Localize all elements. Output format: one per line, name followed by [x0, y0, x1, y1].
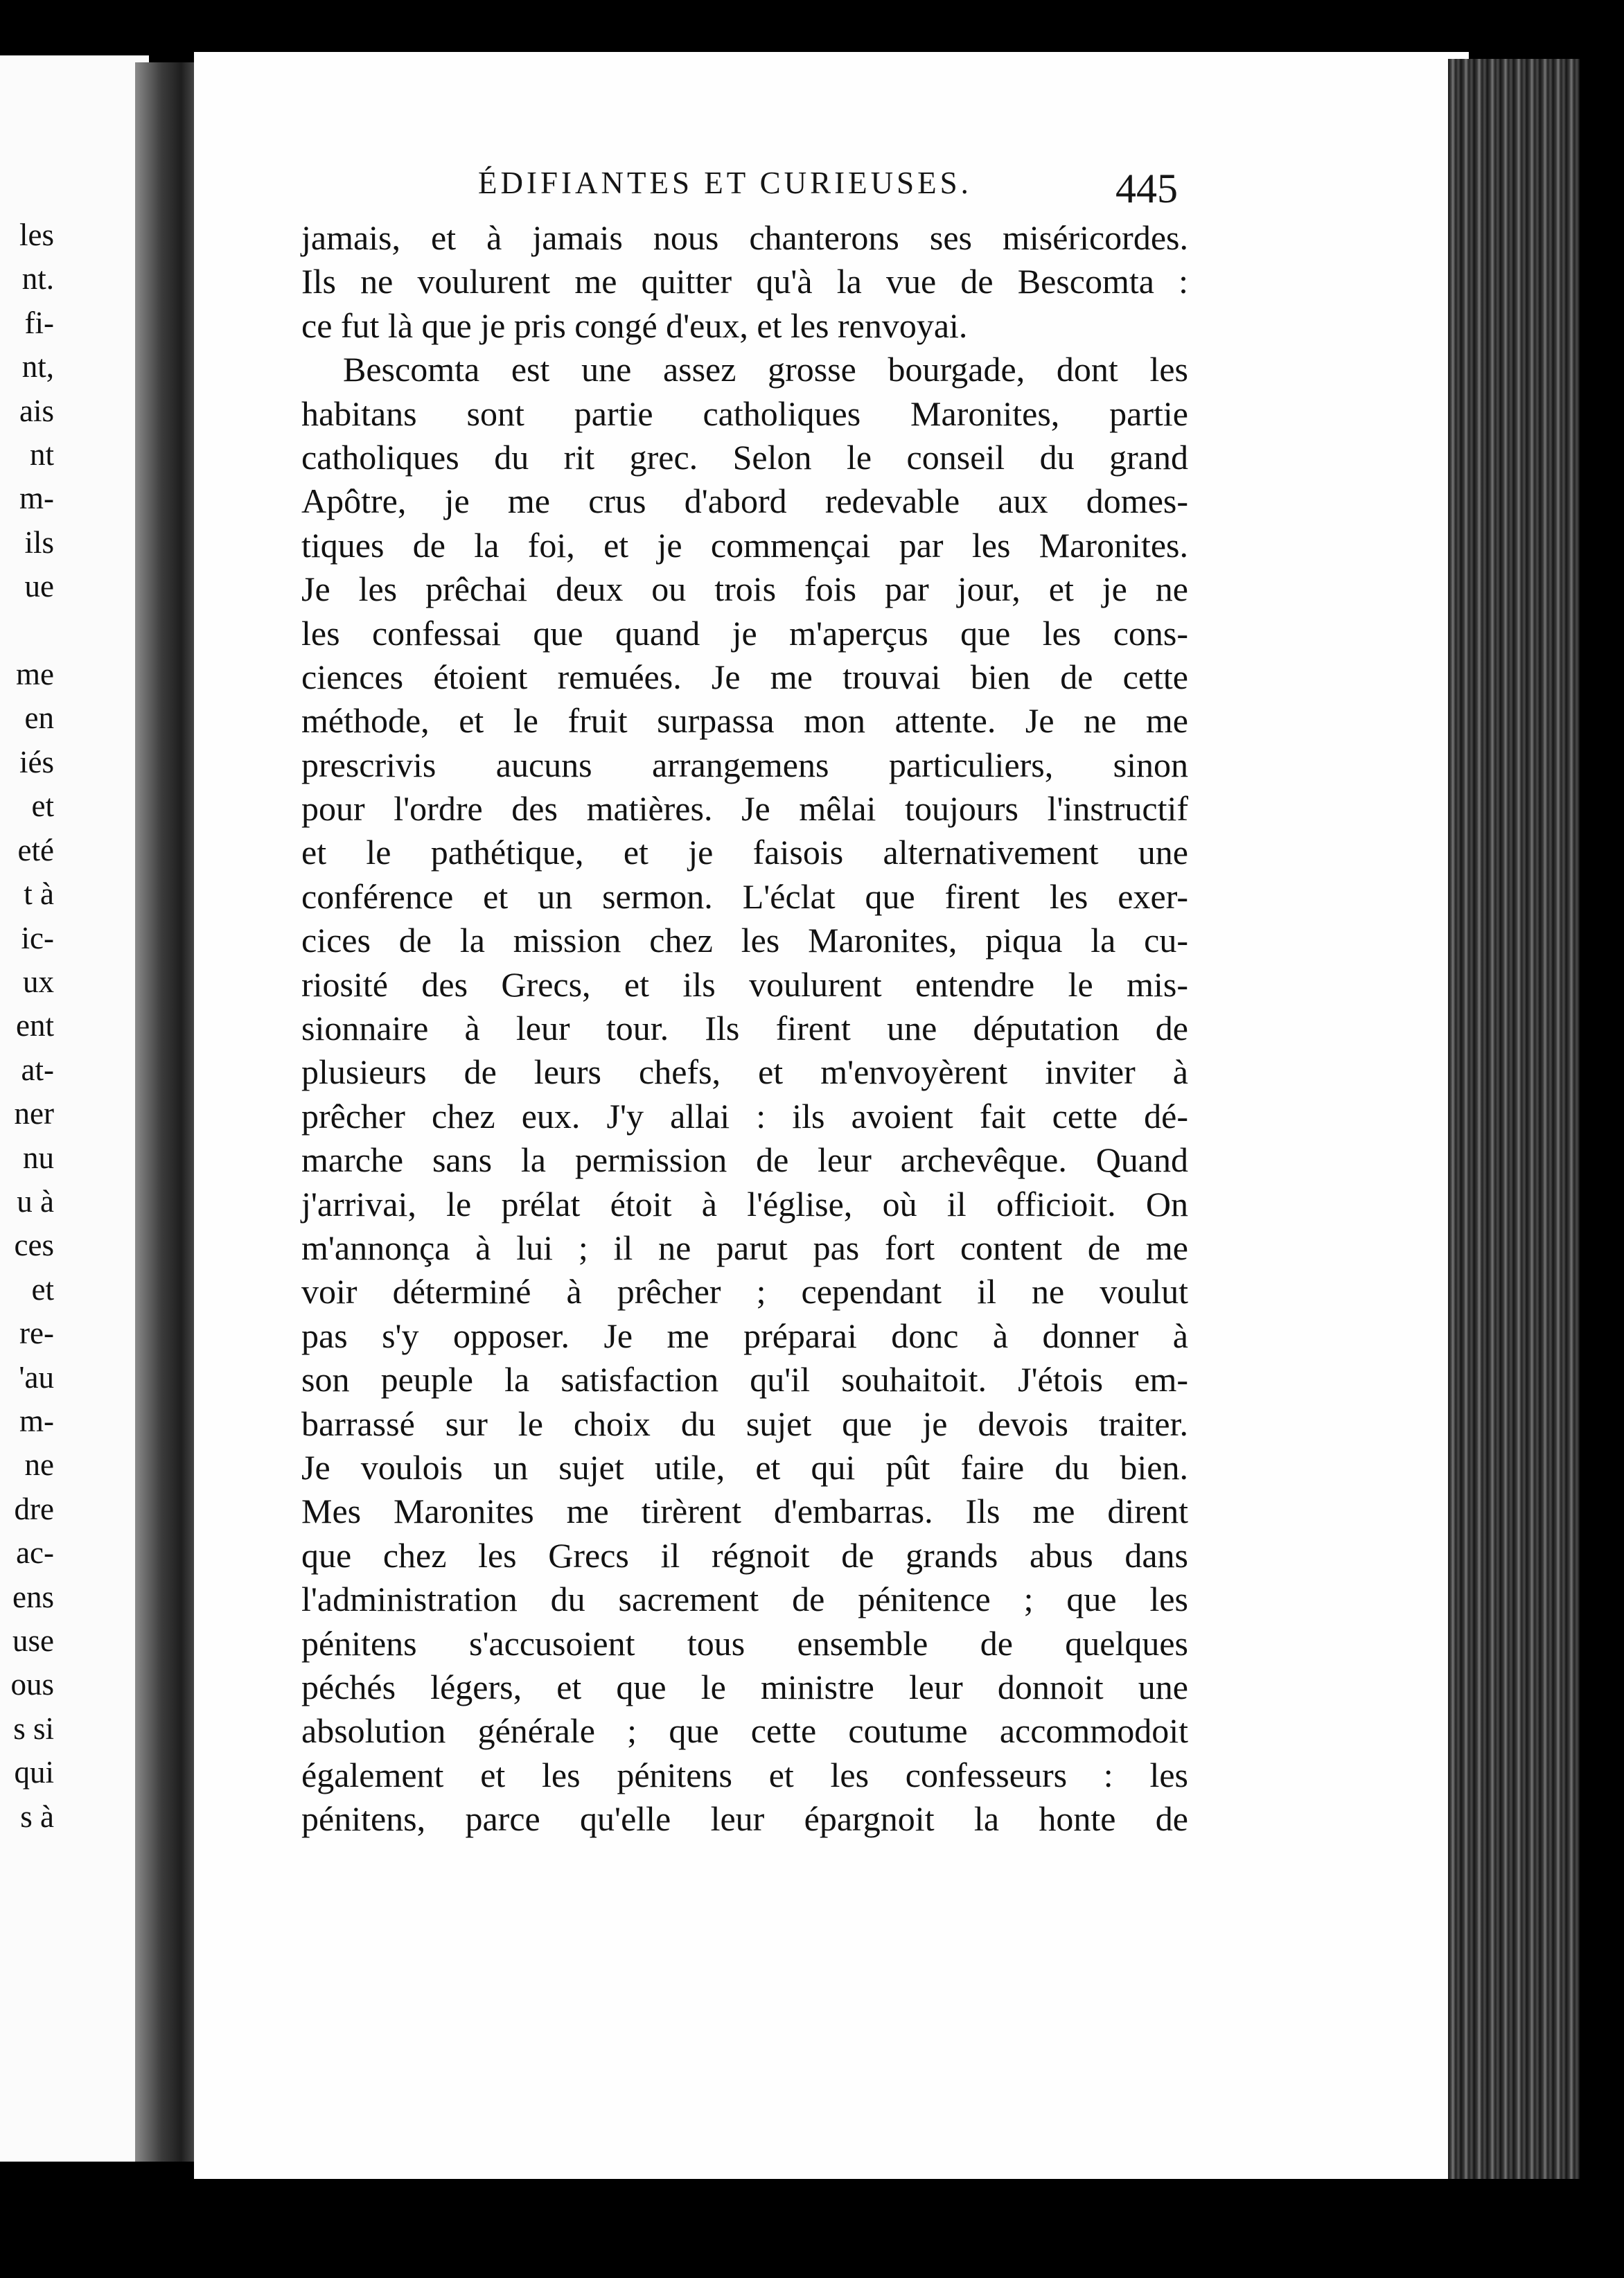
text-line: péchés légers, et que le ministre leur donnoit une — [301, 1667, 1188, 1706]
previous-page-fragment: re- — [19, 1316, 54, 1351]
previous-page-fragment: ces — [14, 1228, 54, 1263]
text-line: Mes Maronites me tirèrent d'embarras. Ils me dirent — [301, 1492, 1188, 1531]
text-line: Ils ne voulurent me quitter qu'à la vue de Bescomta : — [301, 262, 1188, 301]
previous-page-fragment: me — [16, 657, 54, 692]
text-line: pénitens, parce qu'elle leur épargnoit la honte de — [301, 1799, 1188, 1839]
text-line: j'arrivai, le prélat étoit à l'église, où il officioit. On — [301, 1184, 1188, 1224]
text-line: tiques de la foi, et je commençai par les Maronites. — [301, 525, 1188, 565]
previous-page-fragment: et — [31, 1271, 54, 1307]
text-line: Je les prêchai deux ou trois fois par jour, et je ne — [301, 570, 1188, 609]
previous-page-fragment: s si — [13, 1711, 54, 1746]
text-line: sionnaire à leur tour. Ils firent une députation de — [301, 1009, 1188, 1048]
previous-page-fragment: qui — [14, 1755, 54, 1790]
previous-page-fragment: dre — [14, 1491, 54, 1526]
text-line: pour l'ordre des matières. Je mêlai toujours l'instructif — [301, 789, 1188, 829]
previous-page-fragment: nt, — [21, 349, 54, 385]
previous-page-fragment: 'au — [19, 1359, 54, 1395]
text-line: et le pathétique, et je faisois alternativement une — [301, 833, 1188, 872]
text-line: catholiques du rit grec. Selon le conseil du grand — [301, 437, 1188, 477]
previous-page-fragment: ent — [16, 1008, 54, 1043]
text-line: pénitens s'accusoient tous ensemble de quelques — [301, 1623, 1188, 1663]
previous-page-fragment: eté — [17, 832, 54, 867]
previous-page-fragment: ne — [24, 1447, 54, 1483]
text-line: prêcher chez eux. J'y allai : ils avoient fait cette dé- — [301, 1096, 1188, 1136]
text-line: m'annonça à lui ; il ne parut pas fort content de me — [301, 1228, 1188, 1267]
text-line: voir déterminé à prêcher ; cependant il ne voulut — [301, 1272, 1188, 1312]
previous-page-fragment: fi- — [24, 305, 54, 340]
text-line: habitans sont partie catholiques Maronites, partie — [301, 394, 1188, 433]
previous-page-fragment: les — [19, 218, 54, 252]
body-text — [301, 216, 1188, 1841]
previous-page-fragment — [0, 609, 54, 653]
previous-page-fragment: ac- — [16, 1535, 54, 1571]
text-line: cices de la mission chez les Maronites, piqua la cu- — [301, 921, 1188, 960]
previous-page-fragment: ais — [19, 393, 54, 428]
previous-page-fragment: u à — [17, 1183, 54, 1219]
page-number: 445 — [1115, 166, 1178, 211]
text-line: prescrivis aucuns arrangemens particuliers, sinon — [301, 745, 1188, 784]
text-line: Bescomta est une assez grosse bourgade, dont les — [343, 350, 1188, 389]
previous-page-fragment: ils — [24, 524, 54, 560]
previous-page-fragment: s à — [20, 1799, 54, 1834]
previous-page-fragment: nu — [23, 1140, 54, 1175]
previous-page-fragment: et — [31, 788, 54, 824]
text-line: marche sans la permission de leur archevêque. Quand — [301, 1140, 1188, 1180]
text-line: ciences étoient remuées. Je me trouvai bien de cette — [301, 657, 1188, 696]
previous-page-fragment: en — [24, 700, 54, 736]
text-line: que chez les Grecs il régnoit de grands abus dans — [301, 1535, 1188, 1575]
previous-page-line-ends — [0, 213, 54, 1839]
previous-page-fragment: ner — [14, 1096, 54, 1131]
text-line: ce fut là que je pris congé d'eux, et les renvoyai. — [301, 306, 968, 345]
text-line: Je voulois un sujet utile, et qui pût faire du bien. — [301, 1447, 1188, 1487]
previous-page-fragment: use — [12, 1623, 54, 1658]
text-line: pas s'y opposer. Je me préparai donc à donner à — [301, 1316, 1188, 1355]
text-line: barrassé sur le choix du sujet que je devois traiter. — [301, 1404, 1188, 1443]
bleed-through-text: ferveur de mes bons Maronites. — [768, 2235, 1171, 2270]
text-line: absolution générale ; que cette coutume accommodoit — [301, 1711, 1188, 1751]
previous-page-fragment: at- — [21, 1052, 54, 1087]
text-line: les confessai que quand je m'aperçus que les cons- — [301, 613, 1188, 653]
text-line: conférence et un sermon. L'éclat que firent les exer- — [301, 876, 1188, 916]
previous-page-fragment: iés — [19, 744, 54, 779]
previous-page-fragment: ux — [23, 964, 54, 999]
previous-page-fragment: t à — [24, 876, 54, 912]
previous-page-fragment: nt. — [21, 261, 54, 297]
text-line: également et les pénitens et les confesseurs : les — [301, 1755, 1188, 1794]
text-line: méthode, et le fruit surpassa mon attente. Je ne me — [301, 701, 1188, 741]
previous-page-fragment: m- — [19, 1403, 54, 1438]
text-line: Apôtre, je me crus d'abord redevable aux domes- — [301, 482, 1188, 521]
previous-page-fragment: m- — [19, 481, 54, 516]
previous-page-fragment: ens — [12, 1579, 54, 1614]
book-gutter — [135, 62, 201, 2162]
text-line: riosité des Grecs, et ils voulurent entendre le mis- — [301, 964, 1188, 1004]
text-line: jamais, et à jamais nous chanterons ses miséricordes. — [301, 218, 1188, 257]
page-edges — [1448, 59, 1580, 2179]
previous-page-fragment: ue — [24, 569, 54, 604]
previous-page-fragment: nt — [29, 437, 54, 473]
text-line: l'administration du sacrement de pénitence ; que les — [301, 1580, 1188, 1619]
previous-page-fragment: ous — [10, 1667, 54, 1702]
text-line: son peuple la satisfaction qu'il souhaitoit. J'étois em- — [301, 1360, 1188, 1400]
previous-page-fragment: ic- — [21, 920, 54, 955]
running-title: ÉDIFIANTES ET CURIEUSES. — [478, 166, 972, 200]
text-line: plusieurs de leurs chefs, et m'envoyèrent inviter à — [301, 1052, 1188, 1092]
